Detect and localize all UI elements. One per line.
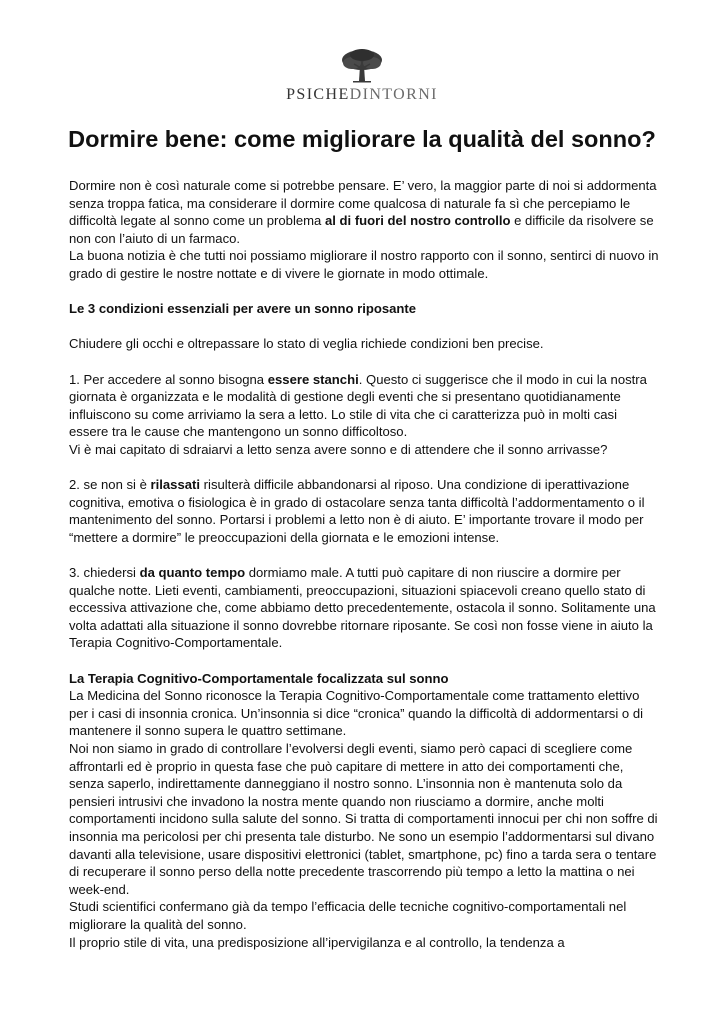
page-title: Dormire bene: come migliorare la qualità del sonno?	[68, 126, 656, 152]
logo	[0, 48, 724, 104]
brand-name: PSICHEDINTORNI	[286, 86, 438, 103]
condition-1-question: Vi è mai capitato di sdraiarvi a letto senza avere sonno e di attendere che il sonno arrivasse?	[69, 441, 608, 457]
tree-icon	[340, 48, 384, 84]
article-body	[69, 177, 659, 951]
section-heading-therapy: La Terapia Cognitivo-Comportamentale focalizzata sul sonno	[69, 670, 449, 686]
condition-2: 2. se non si è rilassati risulterà difficile abbandonarsi al riposo. Una condizione di iperattivazione cognitiva, emotiva o fisiologica è in grado di ostacolare senza tanta difficoltà l’addormentamento o il mantenimento del sonno. Portarsi i problemi a letto non è di aiuto. E’ importante trovare il modo per “mettere a dormire” le preoccupazioni della giornata e le emozioni intense.	[69, 477, 645, 545]
section-heading-conditions: Le 3 condizioni essenziali per avere un sonno riposante	[69, 301, 417, 317]
condition-1: 1. Per accedere al sonno bisogna essere stanchi. Questo ci suggerisce che il modo in cui la nostra giornata è organizzata e le modalità di gestione degli eventi che si presentano quotidianamente influiscono su come arriviamo la sera a letto. Lo stile di vita che ci caratterizza può in molti casi essere tra le cause che mantengono un sonno difficoltoso.	[69, 371, 647, 440]
paragraph-conditions-intro: Chiudere gli occhi e oltrepassare lo stato di veglia richiede condizioni ben precise.	[69, 336, 544, 352]
paragraph-good-news: La buona notizia è che tutti noi possiamo migliorare il nostro rapporto con il sonno, sentirci di nuovo in grado di gestire le nostre nottate e di vivere le giornate in modo ottimale.	[69, 248, 659, 281]
paragraph-therapy-4: Il proprio stile di vita, una predisposizione all’ipervigilanza e al controllo, la tendenza a	[69, 934, 565, 950]
condition-3: 3. chiedersi da quanto tempo dormiamo male. A tutti può capitare di non riuscire a dormire per qualche notte. Lieti eventi, cambiamenti, preoccupazioni, situazioni spiacevoli creano quello stato di eccessiva attivazione che, come abbiamo detto precedentemente, ostacola il sonno. Solitamente una volta adattati alla situazione il sonno dovrebbe ritornare riposante. Se così non fosse viene in aiuto la Terapia Cognitivo-Comportamentale.	[69, 565, 656, 651]
paragraph-therapy-2: Noi non siamo in grado di controllare l’evolversi degli eventi, siamo però capaci di scegliere come affrontarli ed è proprio in questa fase che può capitare di mettere in atto dei comportamenti che, senza saperlo, indirettamente danneggiano il nostro sonno. L’insonnia non è mantenuta solo da pensieri intrusivi che invadono la nostra mente quando non riusciamo a dormire, anche molti comportamenti incidono sulla salute del sonno. Si tratta di comportamenti innocui per chi non soffre di insonnia ma pericolosi per chi presenta tale disturbo. Ne sono un esempio l’addormentarsi sul divano davanti alla televisione, usare dispositivi elettronici (tablet, smartphone, pc) fino a tarda sera o tentare di recuperare il sonno perso della notte precedente trascorrendo più tempo a letto la mattina o nei week-end.	[69, 741, 658, 897]
paragraph-intro: Dormire non è così naturale come si potrebbe pensare. E’ vero, la maggior parte di noi si addormenta senza troppa fatica, ma considerare il dormire come qualcosa di naturale fa sì che percepiamo le difficoltà legate al sonno come un problema al di fuori del nostro controllo e difficile da risolvere se non con l’aiuto di un farmaco.	[69, 178, 657, 246]
paragraph-therapy-3: Studi scientifici confermano già da tempo l’efficacia delle tecniche cognitivo-comportamentali nel migliorare la qualità del sonno.	[69, 899, 627, 932]
paragraph-therapy-1: La Medicina del Sonno riconosce la Terapia Cognitivo-Comportamentale come trattamento elettivo per i casi di insonnia cronica. Un’insonnia si dice “cronica” quando la difficoltà di addormentarsi o di mantenere il sonno supera le quattro settimane.	[69, 688, 644, 739]
